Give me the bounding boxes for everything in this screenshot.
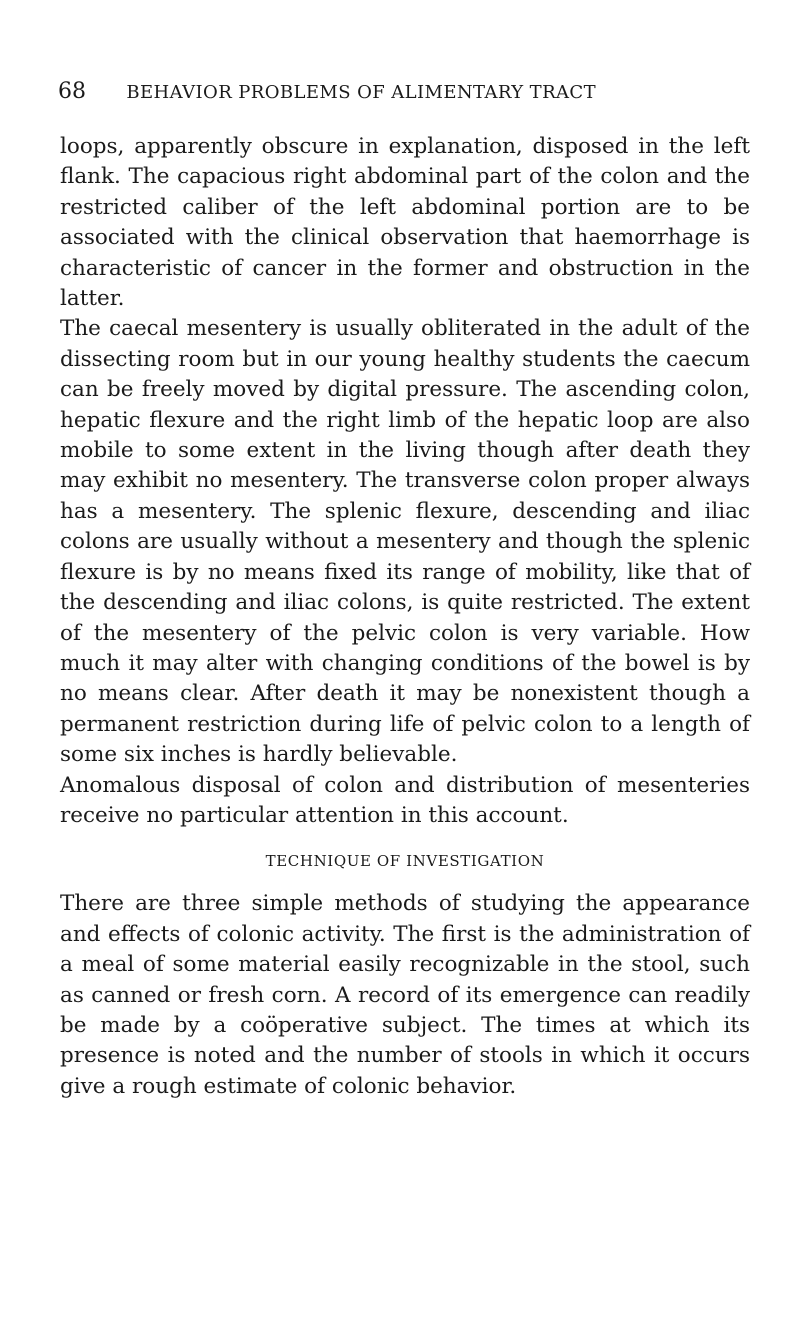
paragraph-anomalous-disposal: Anomalous disposal of colon and distribution of mesenteries receive no particular attention in this account.: [60, 772, 750, 828]
section-heading: TECHNIQUE OF INVESTIGATION: [265, 852, 545, 871]
paragraph-continuation: loops, apparently obscure in explanation, disposed in the left flank. The capacious right abdominal part of the colon and the restricted caliber of the left abdominal portion are to be associated with the clinical observation that haemorrhage is characteristic of cancer in the former and obstruction in the latter.: [60, 134, 750, 312]
running-head: [58, 78, 758, 106]
paragraph-methods: There are three simple methods of studying the appearance and effects of colonic activity. The first is the administration of a meal of some material easily recognizable in the stool, such as canned or fresh corn. A record of its emergence can readily be made by a coöperative subject. The times at which its presence is noted and the number of stools in which it occurs give a rough estimate of colonic behavior.: [60, 891, 750, 1099]
page-number: 68: [58, 79, 86, 104]
body-text: [60, 132, 750, 1102]
running-title: BEHAVIOR PROBLEMS OF ALIMENTARY TRACT: [126, 82, 597, 103]
paragraph-caecal-mesentery: The caecal mesentery is usually obliterated in the adult of the dissecting room but in our young healthy students the caecum can be freely moved by digital pressure. The ascending colon, hepatic flexure and the right limb of the hepatic loop are also mobile to some extent in the living though after death they may exhibit no mesentery. The transverse colon proper always has a mesentery. The splenic flexure, descending and iliac colons are usually without a mesentery and though the splenic flexure is by no means fixed its range of mobility, like that of the descending and iliac colons, is quite restricted. The extent of the mesentery of the pelvic colon is very variable. How much it may alter with changing conditions of the bowel is by no means clear. After death it may be nonexistent though a permanent restriction during life of pelvic colon to a length of some six inches is hardly believable.: [60, 316, 750, 768]
